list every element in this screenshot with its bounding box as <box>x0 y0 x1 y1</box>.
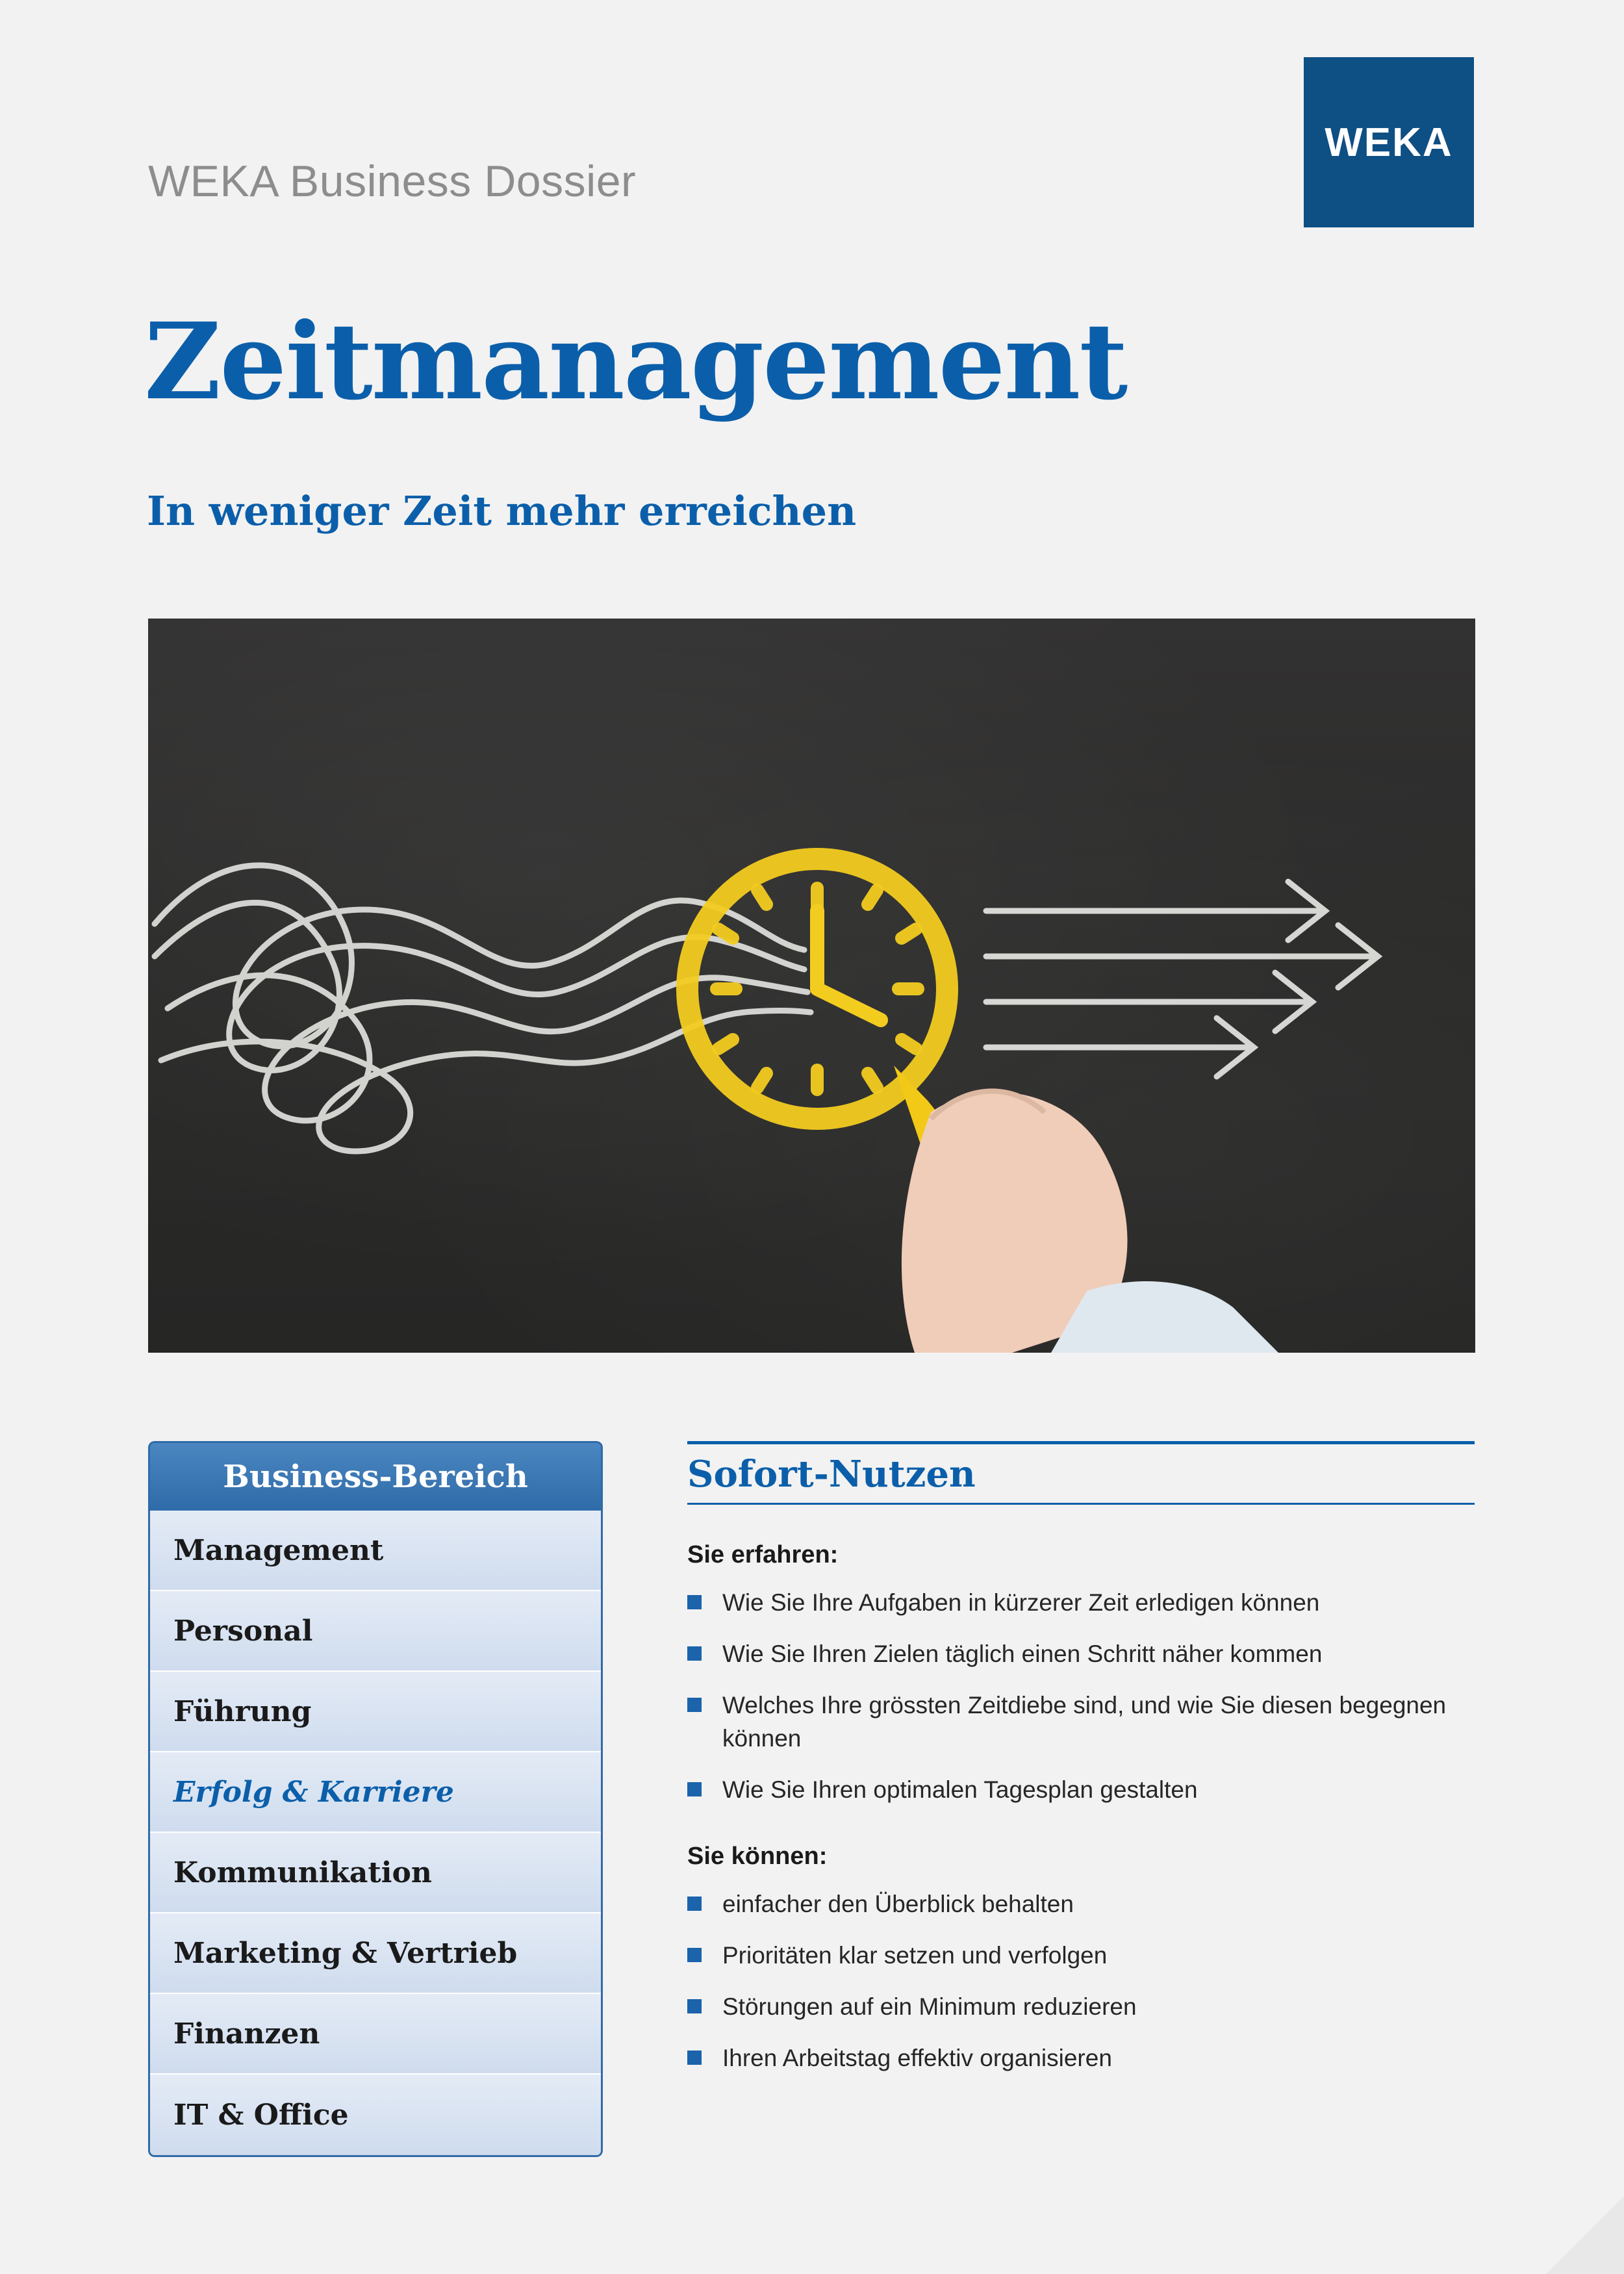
list-item <box>687 2041 1475 2075</box>
weka-logo-text: WEKA <box>1325 120 1453 165</box>
page-title: Zeitmanagement <box>144 300 1127 424</box>
bullet-square-icon <box>687 1999 702 2013</box>
list-item-text: Prioritäten klar setzen und verfolgen <box>722 1942 1108 1969</box>
list-item-text: Welches Ihre grössten Zeitdiebe sind, und wie Sie diesen begegnen können <box>722 1692 1447 1752</box>
bullet-square-icon <box>687 1698 702 1712</box>
bullet-square-icon <box>687 1646 702 1661</box>
list-item <box>687 1939 1475 1972</box>
business-bereich-item-personal[interactable]: Personal <box>150 1591 601 1672</box>
sofort-nutzen-panel <box>687 1441 1475 2093</box>
business-bereich-item-finanzen[interactable]: Finanzen <box>150 1994 601 2075</box>
clock-icon <box>687 859 947 1119</box>
bullet-square-icon <box>687 1782 702 1796</box>
list-item-text: Wie Sie Ihren optimalen Tagesplan gestalten <box>722 1776 1198 1804</box>
arrows-icon <box>986 882 1378 1077</box>
hero-image <box>148 619 1475 1353</box>
list-item-text: einfacher den Überblick behalten <box>722 1891 1074 1918</box>
business-bereich-list <box>148 1511 603 2157</box>
page-corner-fold <box>1546 2196 1624 2274</box>
bullet-square-icon <box>687 1948 702 1962</box>
business-bereich-title: Business-Bereich <box>223 1459 528 1495</box>
brand-line: WEKA Business Dossier <box>148 157 637 206</box>
bullet-square-icon <box>687 1897 702 1911</box>
business-bereich-item-management[interactable]: Management <box>150 1511 601 1591</box>
weka-logo <box>1304 57 1474 227</box>
business-bereich-item-fuehrung[interactable]: Führung <box>150 1672 601 1752</box>
list-item <box>687 1773 1475 1806</box>
list-item <box>687 1887 1475 1921</box>
business-bereich-item-marketing-vertrieb[interactable]: Marketing & Vertrieb <box>150 1913 601 1994</box>
business-bereich-panel <box>148 1441 603 2157</box>
bullet-square-icon <box>687 2050 702 2065</box>
business-bereich-item-erfolg-karriere[interactable]: Erfolg & Karriere <box>150 1752 601 1833</box>
business-bereich-item-kommunikation[interactable]: Kommunikation <box>150 1833 601 1913</box>
list-item <box>687 1586 1475 1619</box>
hand-with-chalk-icon <box>894 1066 1278 1353</box>
business-bereich-item-it-office[interactable]: IT & Office <box>150 2075 601 2155</box>
sie-erfahren-list <box>687 1586 1475 1806</box>
bullet-square-icon <box>687 1595 702 1609</box>
sie-erfahren-label: Sie erfahren: <box>687 1541 839 1568</box>
sie-koennen-label: Sie können: <box>687 1843 828 1871</box>
sofort-nutzen-title: Sofort-Nutzen <box>687 1441 1475 1505</box>
list-item-text: Störungen auf ein Minimum reduzieren <box>722 1993 1137 2021</box>
list-item-text: Ihren Arbeitstag effektiv organisieren <box>722 2045 1112 2072</box>
list-item-text: Wie Sie Ihre Aufgaben in kürzerer Zeit erledigen können <box>722 1589 1320 1616</box>
list-item-text: Wie Sie Ihren Zielen täglich einen Schritt näher kommen <box>722 1641 1323 1668</box>
sie-koennen-list <box>687 1887 1475 2075</box>
business-bereich-header <box>148 1441 603 1511</box>
page-subtitle: In weniger Zeit mehr erreichen <box>147 487 857 535</box>
list-item <box>687 1637 1475 1670</box>
list-item <box>687 1689 1475 1755</box>
list-item <box>687 1990 1475 2023</box>
chalk-illustration <box>148 619 1475 1353</box>
